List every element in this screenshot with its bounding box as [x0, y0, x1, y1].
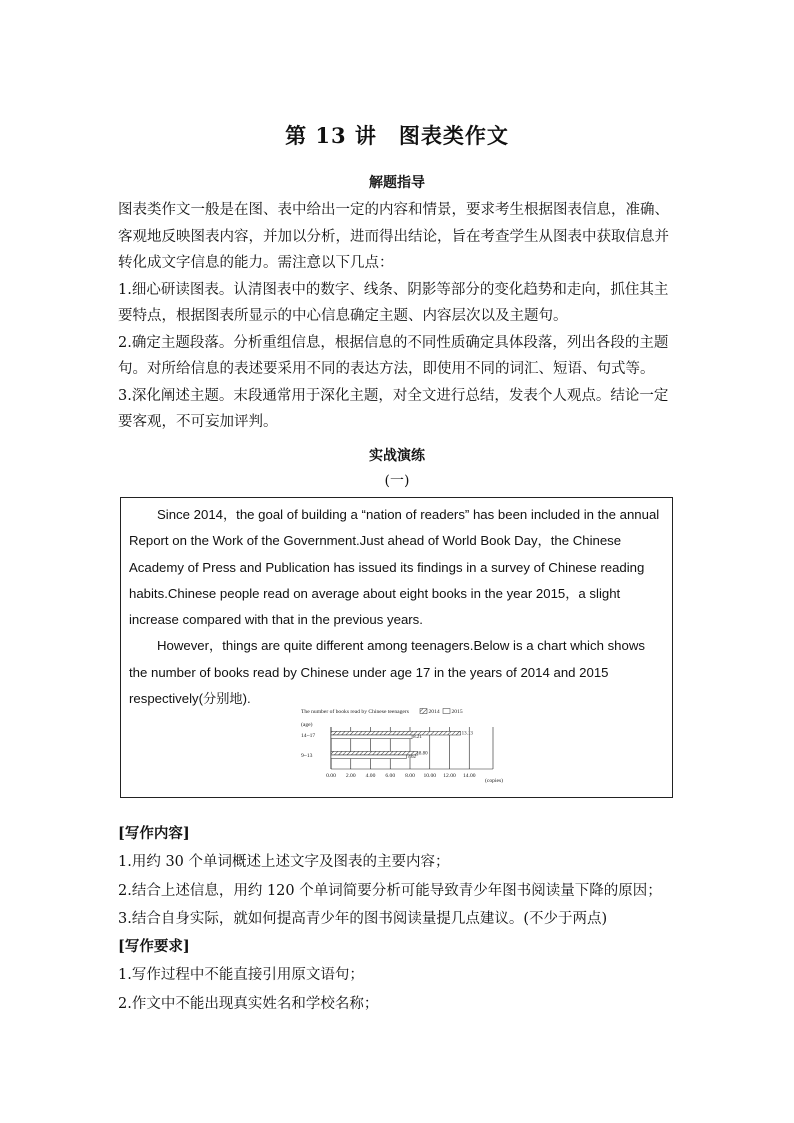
- bar-2015-9~13: [331, 755, 406, 759]
- category-label: 14~17: [301, 733, 316, 739]
- practice-number: (一): [384, 473, 410, 489]
- writing-requirements-item-1: 1.写作过程中不能直接引用原文语句；: [118, 967, 364, 984]
- data-label: 8.80: [418, 751, 428, 757]
- chart-xlabel: (copies): [485, 778, 504, 784]
- writing-requirements-item-2: 2.作文中不能出现真实姓名和学校名称；: [118, 995, 379, 1012]
- passage-text: [129, 502, 665, 712]
- chart-title: The number of books read by Chinese teenagers: [301, 709, 409, 715]
- category-label: 9~13: [301, 753, 313, 759]
- x-tick-label: 0.00: [326, 773, 336, 779]
- writing-content-item-1: 1.用约 30 个单词概述上述文字及图表的主要内容；: [118, 854, 450, 871]
- passage-paragraph-2: However，things are quite different among teenagers.Below is a chart which shows the number of books read by Chinese under age 17 in the years of 2014 and 2015 respectively(分别地).: [129, 638, 645, 707]
- guide-heading: 解题指导: [369, 175, 425, 191]
- chart-ylabel: (age): [301, 722, 313, 728]
- page-title: 第 13 讲 图表类作文: [285, 123, 509, 148]
- guide-point-2: 2.确定主题段落。分析重组信息，根据信息的不同性质确定具体段落，列出各段的主题句。对所给信息的表述要采用不同的表达方法，即使用不同的词汇、短语、句式等。: [118, 334, 669, 377]
- writing-content-item-3: 3.结合自身实际，就如何提高青少年的图书阅读量提几点建议。(不少于两点): [118, 910, 608, 927]
- guide-point-1: 1.细心研读图表。认清图表中的数字、线条、阴影等部分的变化趋势和走向，抓住其主要特点，根据图表所显示的中心信息确定主题、内容层次以及主题句。: [118, 281, 669, 324]
- x-tick-label: 10.00: [423, 773, 437, 779]
- data-label: 7.62: [407, 755, 416, 761]
- bar-2014-14~17: [331, 731, 461, 735]
- bar-2014-9~13: [331, 751, 418, 755]
- guide-intro: 图表类作文一般是在图、表中给出一定的内容和情景，要求考生根据图表信息，准确、客观地反映图表内容，并加以分析，进而得出结论，旨在考查学生从图表中获取信息并转化成文字信息的能力。需注意以下几点：: [118, 202, 669, 271]
- writing-content-heading: [写作内容]: [118, 825, 190, 842]
- writing-requirements-heading: [写作要求]: [118, 938, 190, 956]
- x-tick-label: 8.00: [405, 773, 415, 779]
- passage-box: [120, 497, 673, 798]
- chart: [299, 705, 509, 785]
- guide-body: [118, 197, 678, 436]
- legend-label-2015: 2015: [451, 709, 463, 715]
- x-tick-label: 14.00: [462, 773, 476, 779]
- bar-2015-14~17: [331, 735, 412, 739]
- x-tick-label: 6.00: [385, 773, 396, 779]
- guide-point-3: 3.深化阐述主题。末段通常用于深化主题，对全文进行总结，发表个人观点。结论一定要客观，不可妄加评判。: [118, 387, 669, 430]
- x-tick-label: 12.00: [443, 773, 456, 779]
- legend-label-2014: 2014: [428, 709, 440, 715]
- x-tick-label: 2.00: [345, 773, 356, 779]
- passage-paragraph-1: Since 2014，the goal of building a “nation of readers” has been included in the annual Report on the Work of the Government.Just ahead of World Book Day，the Chinese Academy of Press and Publication has issued its findings in a survey of Chinese reading habits.Chinese people read on average about eight books in the year 2015，a slight increase compared with that in the previous years.: [129, 507, 660, 628]
- bar-chart: [299, 705, 509, 785]
- x-tick-label: 4.00: [365, 773, 376, 779]
- practice-heading: 实战演练: [369, 448, 425, 464]
- writing-content-item-2: 2.结合上述信息，用约 120 个单词简要分析可能导致青少年图书阅读量下降的原因；: [118, 882, 662, 899]
- writing-content-section: [118, 820, 678, 1018]
- data-label: 8.21: [413, 735, 422, 741]
- data-label: 13.13: [461, 731, 473, 737]
- legend-swatch-2015: [443, 709, 450, 714]
- legend-swatch-2014: [420, 709, 427, 714]
